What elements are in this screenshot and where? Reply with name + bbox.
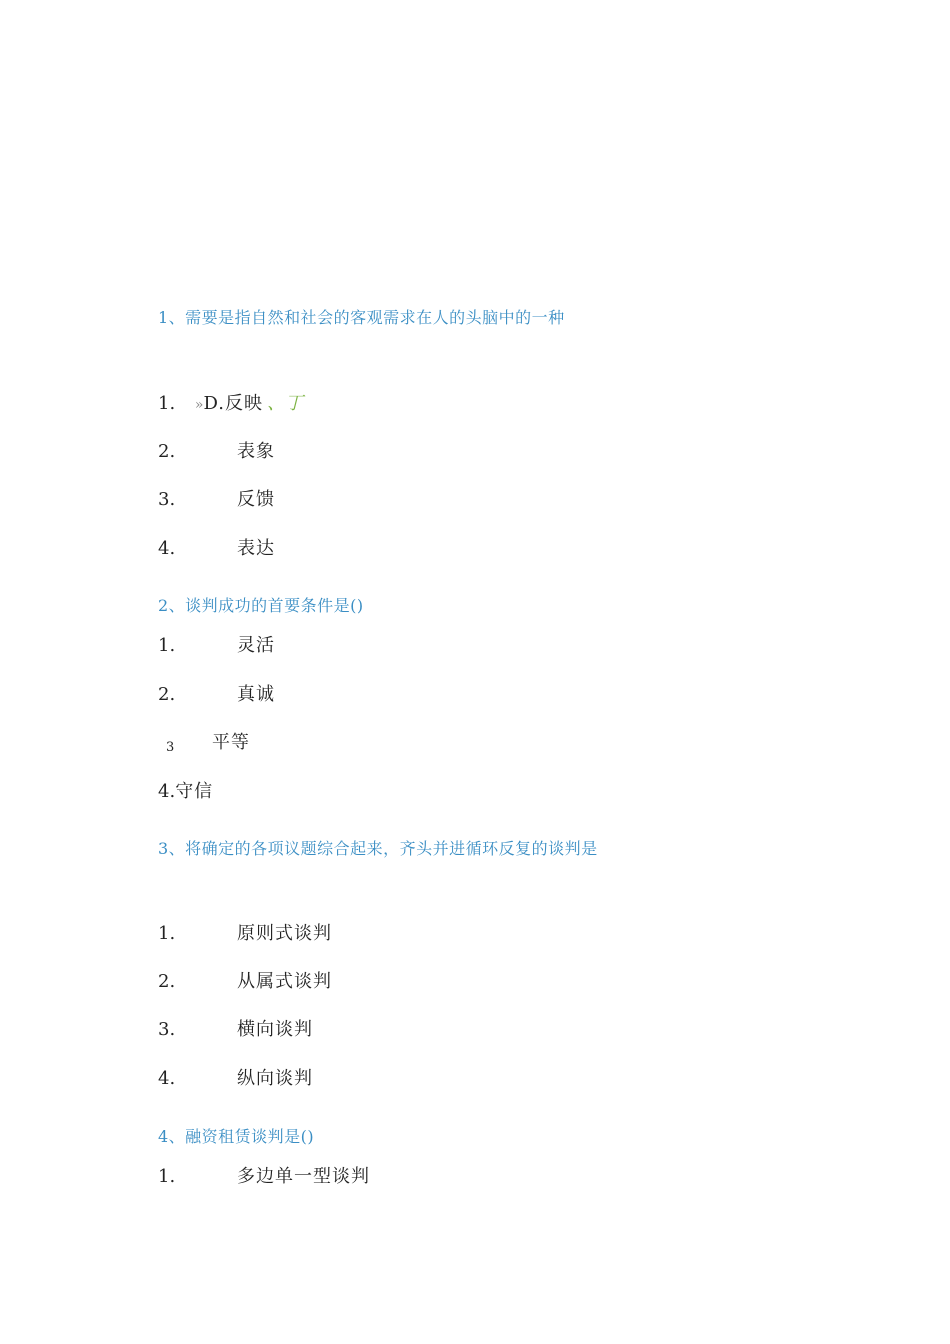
option-text: 从属式谈判 — [237, 971, 332, 992]
option-mark-prefix: » — [194, 397, 204, 413]
answer-check-mark: 、丁 — [267, 393, 304, 414]
question-2-option-4[interactable] — [158, 777, 213, 803]
question-2-option-1[interactable] — [158, 631, 275, 657]
question-2-option-3[interactable] — [158, 728, 250, 755]
option-number: 3. — [158, 1019, 176, 1040]
option-number: 2. — [158, 971, 176, 992]
question-1-option-3[interactable] — [158, 485, 275, 511]
option-text: 表象 — [237, 441, 275, 462]
question-1: 1、需要是指自然和社会的客观需求在人的头脑中的一种 — [158, 308, 565, 327]
option-text: 守信 — [175, 781, 214, 802]
question-4-option-1[interactable] — [158, 1162, 370, 1188]
option-number: 3 — [166, 740, 175, 755]
option-text: D.反映 — [203, 393, 264, 414]
option-text: 平等 — [212, 732, 250, 753]
question-2-option-2[interactable] — [158, 680, 275, 706]
question-1-option-2[interactable] — [158, 437, 275, 463]
option-number: 2. — [158, 441, 176, 462]
option-text: 表达 — [237, 538, 275, 559]
question-4: 4、融资租赁谈判是() — [158, 1127, 315, 1146]
option-text: 横向谈判 — [237, 1019, 313, 1040]
option-number: 4. — [158, 781, 176, 802]
question-3-option-3[interactable] — [158, 1015, 313, 1041]
question-3-option-2[interactable] — [158, 967, 332, 993]
option-number: 4. — [158, 538, 176, 559]
option-text: 原则式谈判 — [237, 923, 332, 944]
option-number: 1. — [158, 393, 176, 414]
option-number: 1. — [158, 635, 176, 656]
option-text: 纵向谈判 — [237, 1068, 313, 1089]
option-text: 反馈 — [237, 489, 275, 510]
option-text: 真诚 — [237, 684, 275, 705]
option-number: 1. — [158, 1166, 176, 1187]
option-number: 3. — [158, 489, 176, 510]
option-number: 2. — [158, 684, 176, 705]
question-2: 2、谈判成功的首要条件是() — [158, 596, 364, 615]
question-3: 3、将确定的各项议题综合起来，齐头并进循环反复的谈判是 — [158, 839, 598, 858]
question-3-option-4[interactable] — [158, 1064, 313, 1090]
option-number: 1. — [158, 923, 176, 944]
option-text: 灵活 — [237, 635, 275, 656]
question-1-option-1[interactable] — [158, 389, 303, 415]
question-3-option-1[interactable] — [158, 919, 332, 945]
option-text: 多边单一型谈判 — [237, 1166, 370, 1187]
option-number: 4. — [158, 1068, 176, 1089]
question-1-option-4[interactable] — [158, 534, 275, 560]
